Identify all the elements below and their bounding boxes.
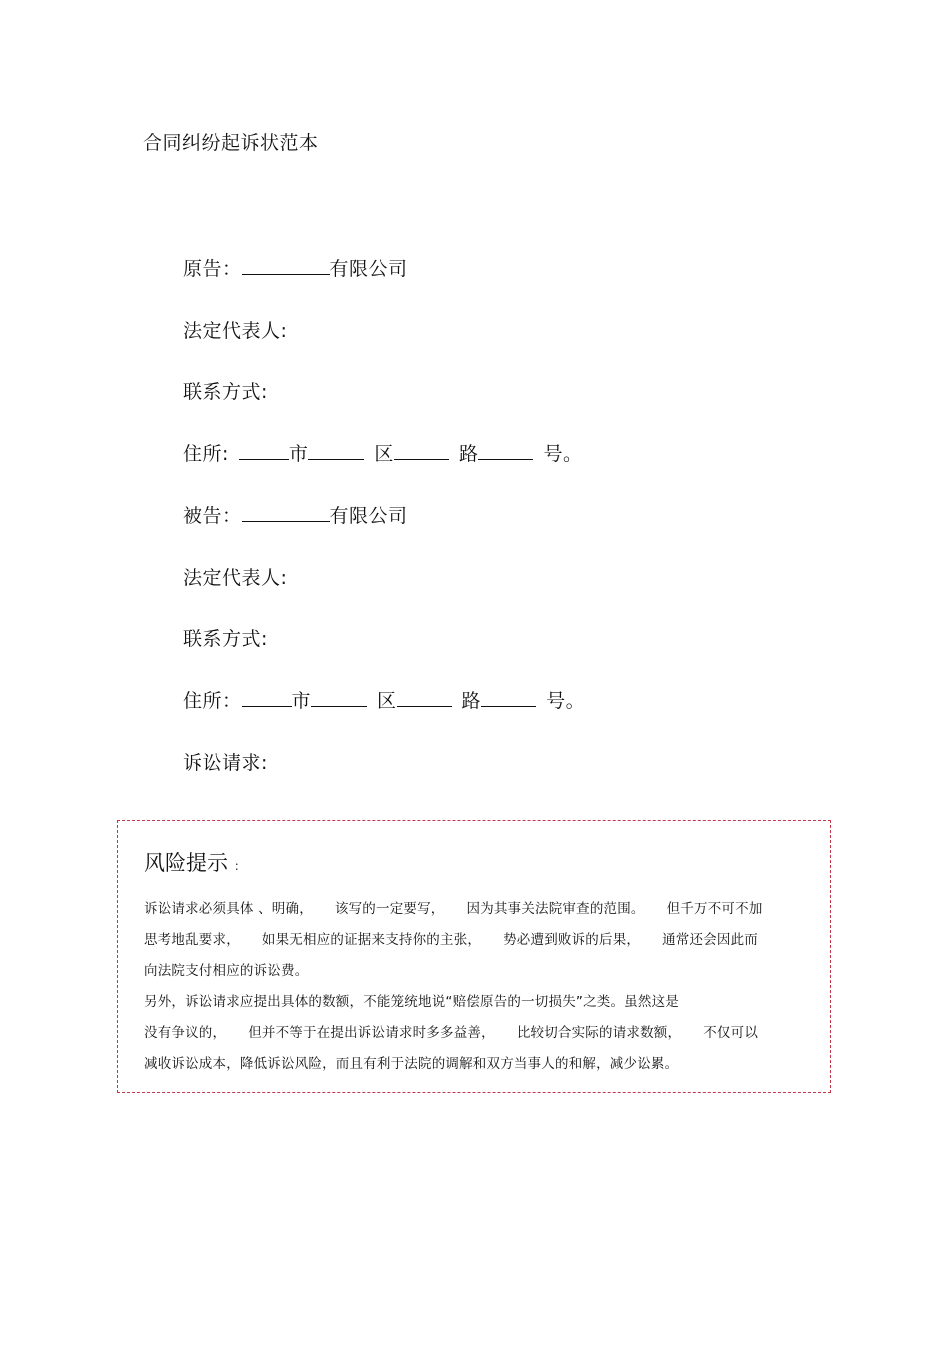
risk-notice-box [117,820,831,1093]
number-blank [478,441,533,460]
risk-text: 减收诉讼成本，降低诉讼风险，而且有利于法院的调解和双方当事人的和解，减少讼累。 [144,1056,679,1072]
plaintiff-address-label: 住所: [183,443,229,465]
city-label: 市 [288,443,309,465]
risk-line [144,897,763,917]
claims-label: 诉讼请求: [183,752,268,774]
risk-text: 如果无相应的证据来支持你的主张， [261,932,482,948]
plaintiff-rep-line: 法定代表人: [183,320,288,342]
risk-text: 向法院支付相应的诉讼费。 [144,963,309,979]
road-blank [397,688,452,707]
defendant-line [183,501,408,528]
number-label: 号。 [543,443,583,465]
road-label: 路 [458,443,479,465]
plaintiff-contact-line: 联系方式: [183,381,268,403]
risk-text: 另外，诉讼请求应提出具体的数额，不能笼统地说“赔偿原告的一切损失”之类。虽然这是 [144,994,679,1010]
defendant-address-label: 住所： [183,690,242,712]
road-blank [394,441,449,460]
plaintiff-line [183,254,408,281]
risk-title-colon: ： [234,859,247,873]
district-blank [311,688,367,707]
risk-text: 该写的一定要写， [334,901,445,917]
plaintiff-suffix: 有限公司 [329,258,408,280]
city-label: 市 [291,690,312,712]
risk-title-text: 风险提示 [144,851,228,875]
city-blank [239,441,289,460]
district-blank [308,441,364,460]
defendant-label: 被告： [183,505,242,527]
number-blank [481,688,536,707]
defendant-name-blank [242,503,330,522]
plaintiff-address-line [183,439,582,466]
risk-text: 但并不等于在提出诉讼请求时多多益善， [248,1025,495,1041]
plaintiff-label: 原告： [183,258,242,280]
risk-text: 诉讼请求必须具体 、明确， [144,901,313,917]
defendant-rep-line: 法定代表人: [183,567,288,589]
risk-line [144,1052,678,1072]
city-blank [242,688,292,707]
defendant-address-line [183,686,585,713]
number-label: 号。 [546,690,586,712]
plaintiff-name-blank [242,256,330,275]
risk-text: 不仅可以 [703,1025,759,1041]
risk-text: 没有争议的， [144,1025,227,1041]
road-label: 路 [461,690,482,712]
district-label: 区 [377,690,397,712]
defendant-suffix: 有限公司 [329,505,408,527]
risk-text: 势必遭到败诉的后果， [503,932,641,948]
risk-text: 比较切合实际的请求数额， [516,1025,682,1041]
risk-line [144,1021,758,1041]
risk-text: 但千万不可不加 [666,901,763,917]
risk-text: 思考地乱要求， [144,932,240,948]
risk-text: 因为其事关法院审查的范围。 [466,901,645,917]
risk-line [144,959,308,979]
district-label: 区 [374,443,394,465]
defendant-contact-line: 联系方式: [183,628,268,650]
risk-line [144,990,679,1010]
risk-line [144,928,758,948]
document-title: 合同纠纷起诉状范本 [143,132,319,154]
risk-text: 通常还会因此而 [662,932,759,948]
risk-title [144,847,246,877]
